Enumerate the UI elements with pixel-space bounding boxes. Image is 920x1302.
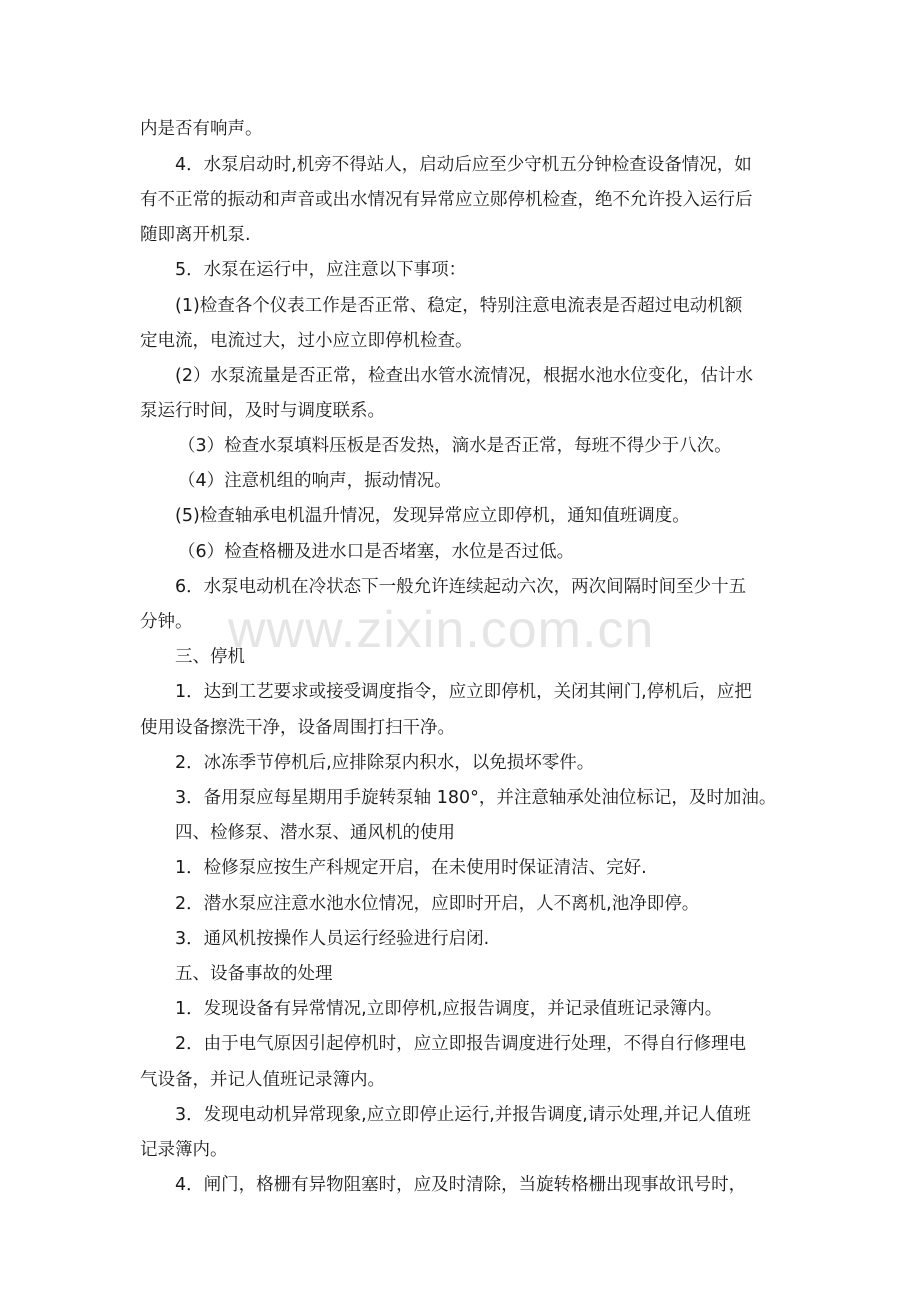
text-line: 3．通风机按操作人员运行经验进行启闭. xyxy=(175,929,490,949)
watermark: www.zixin.com.cn xyxy=(228,601,655,659)
text-line: (1)检查各个仪表工作是否正常、稳定，特别注意电流表是否超过电动机额 xyxy=(175,296,743,316)
text-line: 气设备，并记人值班记录簿内。 xyxy=(140,1070,385,1090)
section-heading: 四、检修泵、潜水泵、通风机的使用 xyxy=(175,823,455,843)
text-line: 2．冰冻季节停机后,应排除泵内积水，以免损坏零件。 xyxy=(175,753,595,773)
section-heading: 三、停机 xyxy=(175,647,245,667)
text-line: 3．发现电动机异常现象,应立即停止运行,并报告调度,请示处理,并记人值班 xyxy=(175,1105,751,1125)
text-line: 1．检修泵应按生产科规定开启，在未使用时保证清洁、完好. xyxy=(175,858,647,878)
section-heading: 五、设备事故的处理 xyxy=(175,964,333,984)
text-line: （3）检查水泵填料压板是否发热，滴水是否正常，每班不得少于八次。 xyxy=(178,436,732,456)
text-line: 2．潜水泵应注意水池水位情况，应即时开启，人不离机,池净即停。 xyxy=(175,894,700,914)
text-line: 记录簿内。 xyxy=(140,1140,228,1160)
text-line: 5．水泵在运行中，应注意以下事项： xyxy=(175,260,467,280)
text-line: 内是否有响声。 xyxy=(140,119,263,139)
text-line: 泵运行时间，及时与调度联系。 xyxy=(140,401,385,421)
text-line: 4．水泵启动时,机旁不得站人，启动后应至少守机五分钟检查设备情况，如 xyxy=(175,155,752,175)
text-line: 使用设备擦洗干净，设备周围打扫干净。 xyxy=(140,718,455,738)
text-line: 随即离开机泵. xyxy=(140,225,251,245)
text-line: 有不正常的振动和声音或出水情况有异常应立郧停机检查，绝不允许投入运行后 xyxy=(140,190,753,210)
text-line: (2）水泵流量是否正常，检查出水管水流情况，根据水池水位变化，估计水 xyxy=(175,366,753,386)
text-line: 6．水泵电动机在冷状态下一般允许连续起动六次，两次间隔时间至少十五 xyxy=(175,577,747,597)
text-line: 3．备用泵应每星期用手旋转泵轴 180°，并注意轴承处油位标记，及时加油。 xyxy=(175,788,777,808)
text-line: 2．由于电气原因引起停机时，应立即报告调度进行处理，不得自行修理电 xyxy=(175,1034,747,1054)
text-line: 1．发现设备有异常情况,立即停机,应报告调度，并记录值班记录簿内。 xyxy=(175,999,723,1019)
text-line: （6）检查格栅及进水口是否堵塞，水位是否过低。 xyxy=(178,542,575,562)
text-line: （4）注意机组的响声，振动情况。 xyxy=(178,471,452,491)
text-line: 1．达到工艺要求或接受调度指令，应立即停机，关闭其闸门,停机后，应把 xyxy=(175,682,752,702)
text-line: 分钟。 xyxy=(140,612,193,632)
text-line: 定电流，电流过大，过小应立即停机检查。 xyxy=(140,331,473,351)
text-line: 4．闸门，格栅有异物阻塞时，应及时清除，当旋转格栅出现事故讯号时， xyxy=(175,1175,747,1195)
text-line: (5)检查轴承电机温升情况，发现异常应立即停机，通知值班调度。 xyxy=(175,506,690,526)
